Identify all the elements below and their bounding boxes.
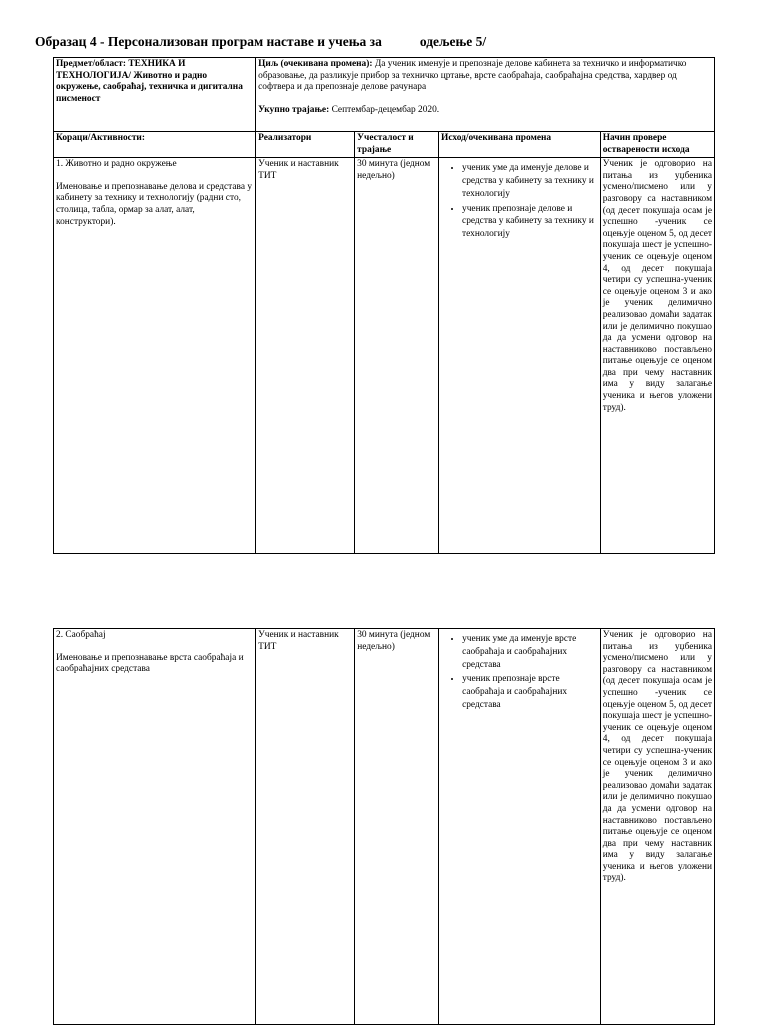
goal-cell [256, 58, 715, 132]
verification-cell: Ученик је одговорио на питања из уџбеника усмено/писмено или у разговору са наставником (од десет покушаја осам је успешно -ученик се оцењује оценом 5, од десет покушаја шест је успешно-ученик се оцењује оценом 4, од десет покушаја четири су успешна-ученик се оцењује оценом 3 и ако је ученик делимично реализовао домаћи задатак или је делимично покушао да да усмени одговор на наставниково постављено питање оцењује се оценом два при чему наставник има у виду залагање ученика и његов уложени труд). [600, 158, 714, 554]
step-title: 1. Животно и радно окружење [56, 159, 177, 170]
step-cell [54, 158, 256, 554]
col-header-implementers: Реализатори [258, 133, 312, 143]
goal-label: Циљ (очекивана промена): [258, 59, 373, 69]
frequency-cell: 30 минута (једном недељно) [355, 629, 439, 1025]
duration-value: Септембар-децембар 2020. [331, 104, 440, 115]
outcome-cell [439, 629, 601, 1025]
plan-table-1 [53, 57, 715, 554]
table-row [54, 158, 715, 554]
col-header-steps: Кораци/Активности: [56, 133, 145, 143]
document-title [35, 34, 486, 50]
goal-value: Да ученик именује и препознаје делове кабинета за техничко и информатичко образовање, да разликује прибор за техничко цртање, врсте саобраћаја, саобраћајна средства, хардвер од софтвера и да препознаје делове рачунара [258, 59, 687, 93]
outcome-cell [439, 158, 601, 554]
plan-table-2 [53, 628, 715, 1025]
outcome-item: • ученик уме да именује делове и средства у кабинету за технику и технологију [462, 162, 598, 200]
subject-value: ТЕХНИКА И ТЕХНОЛОГИЈА/ Животно и радно окружење, саобраћај, техничка и дигитална писменост [56, 59, 243, 104]
col-header-verification: Начин провере остварености исхода [602, 133, 690, 155]
verification-cell: Ученик је одговорио на питања из уџбеника усмено/писмено или у разговору са наставником (од десет покушаја осам је успешно -ученик се оцењује оценом 5, од десет покушаја шест је успешно-ученик се оцењује оценом 4, од десет покушаја четири су успешна-ученик се оцењује оценом 3 и ако је ученик делимично реализовао домаћи задатак или је делимично покушао да да усмени одговор на наставниково постављено питање оцењује се оценом два при чему наставник има у виду залагање ученика и његов уложени труд). [600, 629, 714, 1025]
implementers-cell: Ученик и наставник ТИТ [256, 629, 355, 1025]
duration-label: Укупно трајање: [258, 104, 330, 115]
step-cell [54, 629, 256, 1025]
table-row [54, 629, 715, 1025]
outcome-item: • ученик препознаје делове и средства у кабинету за технику и технологију [462, 203, 598, 241]
column-header-row [54, 132, 715, 158]
step-description: Именовање и препознавање делова и средстава у кабинету за технику и технологију (радни сто, столица, табла, ормар за алат, алат, конструктори). [56, 181, 253, 227]
subject-cell [54, 58, 256, 132]
title-suffix: одељење 5/ [419, 34, 487, 49]
outcome-item: • ученик уме да именује врсте саобраћаја и саобраћајних средстава [462, 633, 598, 671]
outcome-item: • ученик препознаје врсте саобраћаја и саобраћајних средстава [462, 673, 598, 711]
col-header-frequency: Учесталост и трајање [357, 133, 414, 155]
col-header-outcome: Исход/очекивана промена [441, 133, 552, 143]
step-title: 2. Саобраћај [56, 630, 106, 640]
header-row [54, 58, 715, 132]
implementers-cell: Ученик и наставник ТИТ [256, 158, 355, 554]
frequency-cell: 30 минута (једном недељно) [355, 158, 439, 554]
title-prefix: Образац 4 - Персонализован програм наставе и учења за [35, 34, 382, 49]
subject-label: Предмет/област: [56, 59, 127, 69]
step-description: Именовање и препознавање врста саобраћаја и саобраћајних средстава [56, 652, 244, 675]
